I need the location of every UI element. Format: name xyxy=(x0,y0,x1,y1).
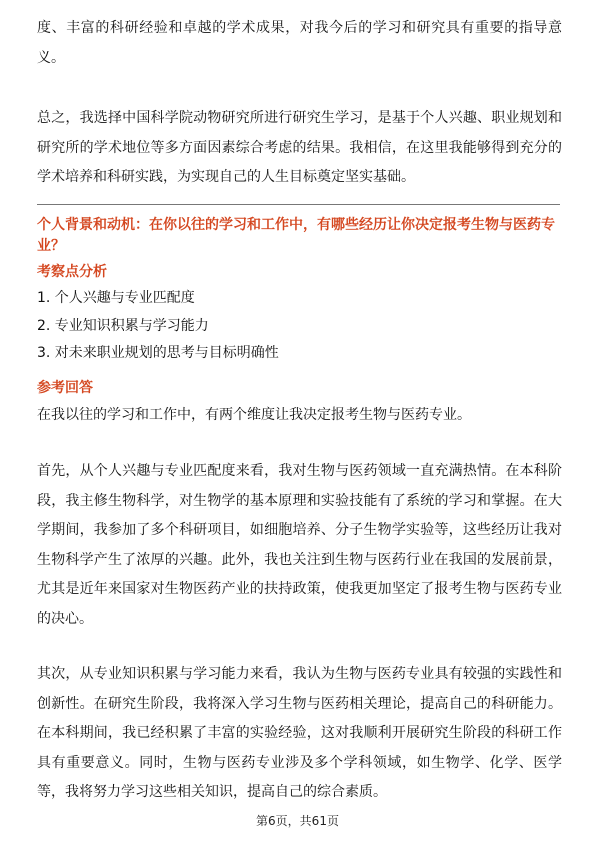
question-heading: 个人背景和动机：在你以往的学习和工作中，有哪些经历让你决定报考生物与医药专业？ xyxy=(37,217,555,254)
answer-intro: 在我以往的学习和工作中，有两个维度让我决定报考生物与医药专业。 xyxy=(37,407,471,423)
answer-paragraph-2: 其次，从专业知识积累与学习能力来看，我认为生物与医药专业具有较强的实践性和创新性。在研究生阶段，我将深入学习生物与医药相关理论，提高自己的科研能力。在本科期间，我已经积累了丰富的实验经验，这对我顺利开展研究生阶段的科研工作具有重要意义。同时，生物与医药专业涉及多个学科领域，如生物学、化学、医学等，我将努力学习这些相关知识，提高自己的综合素质。 xyxy=(37,666,562,800)
analysis-item: 2. 专业知识积累与学习能力 xyxy=(37,318,209,334)
paragraph-conclusion: 总之，我选择中国科学院动物研究所进行研究生学习，是基于个人兴趣、职业规划和研究所的学术地位等多方面因素综合考虑的结果。我相信，在这里我能够得到充分的学术培养和科研实践，为实现自己的人生目标奠定坚实基础。 xyxy=(37,110,562,185)
page-number: 第6页，共61页 xyxy=(256,814,339,828)
answer-heading: 参考回答 xyxy=(37,380,93,396)
analysis-item: 1. 个人兴趣与专业匹配度 xyxy=(37,290,195,306)
answer-paragraph-1: 首先，从个人兴趣与专业匹配度来看，我对生物与医药领域一直充满热情。在本科阶段，我主修生物科学，对生物学的基本原理和实验技能有了系统的学习和掌握。在大学期间，我参加了多个科研项目，如细胞培养、分子生物学实验等，这些经历让我对生物科学产生了浓厚的兴趣。此外，我也关注到生物与医药行业在我国的发展前景，尤其是近年来国家对生物医药产业的扶持政策，使我更加坚定了报考生物与医药专业的决心。 xyxy=(37,463,562,627)
paragraph-continued: 度、丰富的科研经验和卓越的学术成果，对我今后的学习和研究具有重要的指导意义。 xyxy=(37,20,562,66)
analysis-item: 3. 对未来职业规划的思考与目标明确性 xyxy=(37,345,279,361)
analysis-heading: 考察点分析 xyxy=(37,264,107,280)
section-divider xyxy=(37,204,560,205)
